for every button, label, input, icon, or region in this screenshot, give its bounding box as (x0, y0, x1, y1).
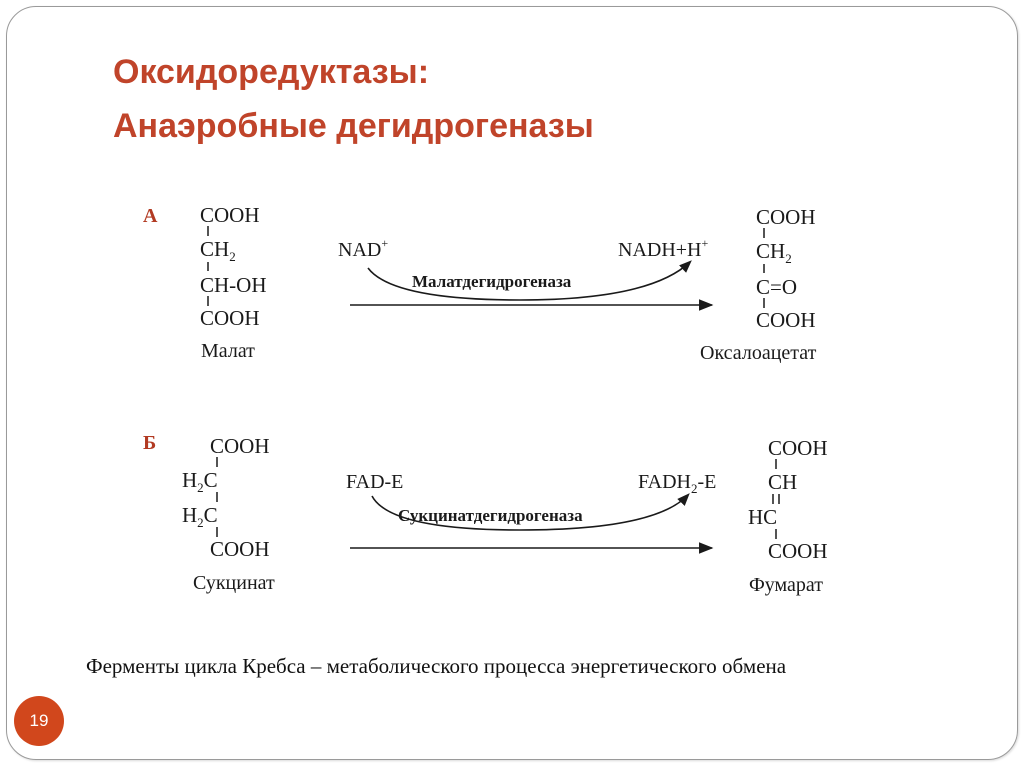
page-number-badge: 19 (14, 696, 64, 746)
fumarate-hc: HC (748, 505, 778, 529)
oxaloacetate-co: C=O (756, 275, 798, 299)
fad-cofactor: FAD-E (346, 471, 404, 493)
succinate-h2c-2: $H_2C$ (182, 503, 218, 530)
malate-cooh-top: COOH (200, 203, 260, 227)
oxaloacetate-cooh-top: COOH (756, 205, 816, 229)
fumarate-cooh-bottom: COOH (768, 539, 828, 563)
reaction-a-label: А (143, 205, 158, 227)
title-line-2: Анаэробные дегидрогеназы (113, 107, 594, 145)
oxaloacetate-ch2: $CH_2$ (756, 239, 792, 266)
malate-name: Малат (201, 340, 255, 362)
fumarate-ch: CH (768, 470, 798, 494)
succinate-h2c-1: $H_2C$ (182, 468, 218, 495)
malate-ch2: $CH_2$ (200, 237, 236, 264)
oxaloacetate-structure (700, 205, 817, 364)
malate-dehydrogenase-label: Малатдегидрогеназа (412, 272, 572, 291)
succinate-name: Сукцинат (193, 572, 275, 594)
slide-footer-caption: Ферменты цикла Кребса – метаболического процесса энергетического обмена (86, 654, 787, 678)
oxaloacetate-name: Оксалоацетат (700, 342, 817, 364)
fumarate-structure (748, 436, 828, 596)
nad-cofactor: NAD+ (338, 236, 389, 261)
succinate-dehydrogenase-label: Сукцинатдегидрогеназа (398, 506, 583, 525)
fumarate-cooh-top: COOH (768, 436, 828, 460)
reaction-b-label: Б (143, 432, 157, 454)
malate-structure (200, 203, 267, 362)
fadh2-cofactor: $FADH_2-E$ (638, 471, 717, 496)
succinate-cooh-top: COOH (210, 434, 270, 458)
malate-choh: CH-OH (200, 273, 267, 297)
fumarate-name: Фумарат (749, 574, 824, 596)
succinate-cooh-bottom: COOH (210, 537, 270, 561)
reaction-a (143, 203, 817, 364)
succinate-structure (182, 434, 275, 594)
nadh-cofactor: NADH+H+ (618, 236, 709, 261)
malate-cooh-bottom: COOH (200, 306, 260, 330)
oxaloacetate-cooh-bottom: COOH (756, 308, 816, 332)
title-line-1: Оксидоредуктазы: (113, 53, 430, 91)
reaction-b (143, 432, 828, 596)
